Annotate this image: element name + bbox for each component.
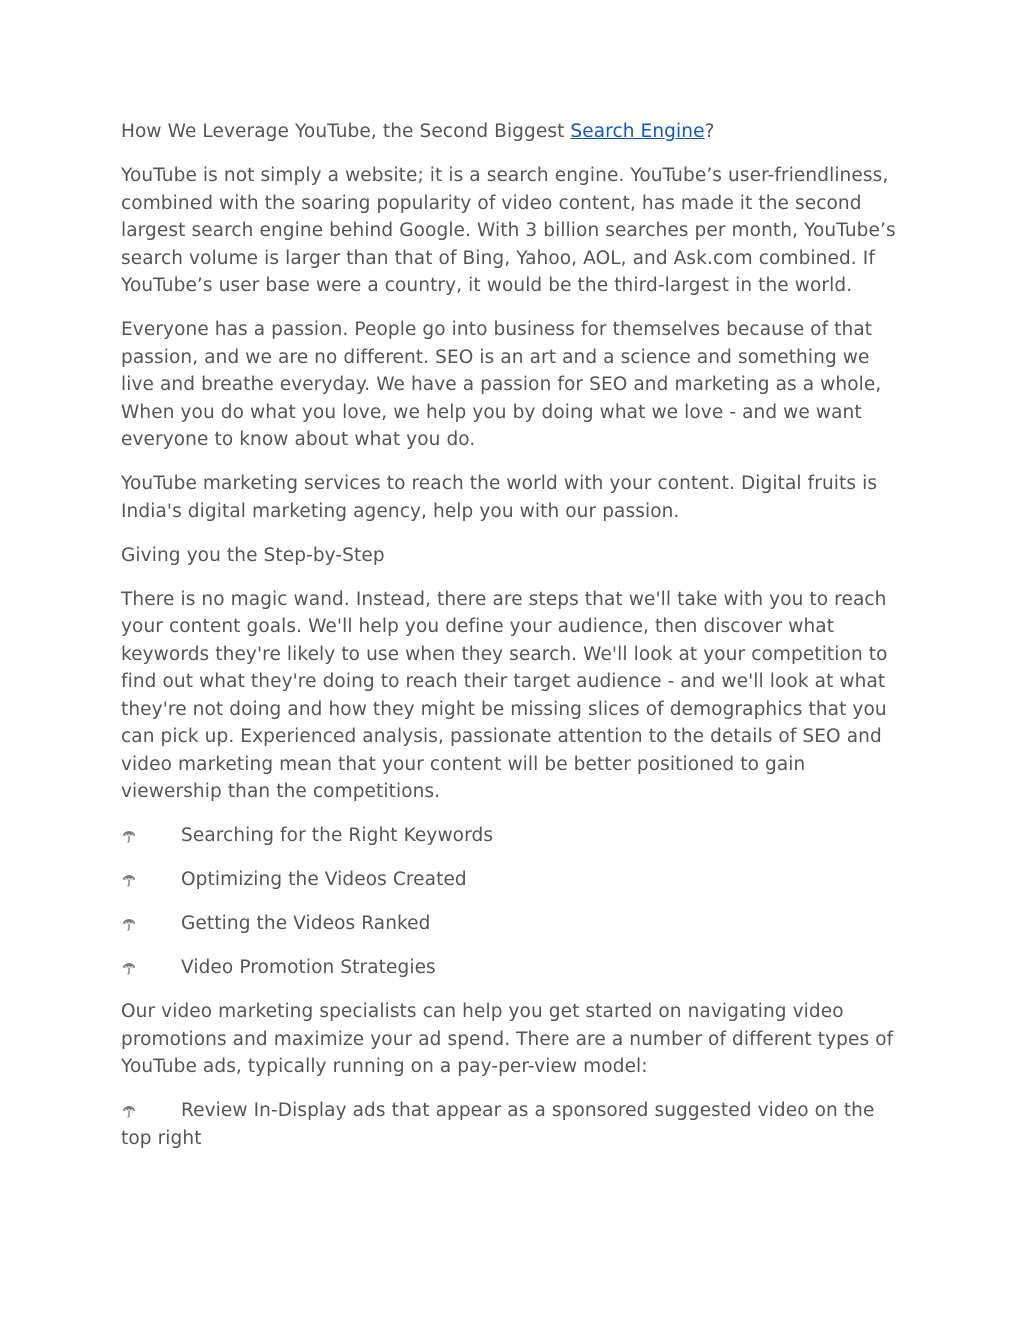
document-page [121,118,907,1169]
umbrella-icon [121,872,137,888]
list-item [121,822,907,850]
step-label: Video Promotion Strategies [181,957,436,978]
document-heading [121,118,907,146]
step-label: Getting the Videos Ranked [181,913,431,934]
heading-text: How We Leverage YouTube, the Second Biggest [121,121,571,142]
list-item [121,866,907,894]
step-label: Searching for the Right Keywords [181,825,494,846]
paragraph-ads: Our video marketing specialists can help you get started on navigating video promotions and maximize your ad spend. There are a number of different types of YouTube ads, typically running on a pay-per-view model: [121,1001,894,1077]
paragraph-steps: There is no magic wand. Instead, there are steps that we'll take with you to reach your content goals. We'll help you define your audience, then discover what keywords they're likely to use when they search. We'll look at your competition to find out what they're doing to reach their target audience - and we'll look at what they're not doing and how they might be missing slices of demographics that you can pick up. Experienced analysis, passionate attention to the details of SEO and video marketing mean that your content will be better positioned to gain viewership than the competitions. [121,588,888,802]
steps-list [121,822,907,982]
list-item [121,1097,907,1152]
ad-type-label: Review In-Display ads that appear as a sponsored suggested video on the top right [121,1100,875,1149]
search-engine-link[interactable]: Search Engine [570,121,705,142]
ad-types-list [121,1097,907,1152]
list-item [121,954,907,982]
list-item [121,910,907,938]
umbrella-icon [121,828,137,844]
paragraph-passion: Everyone has a passion. People go into business for themselves because of that passion, and we are no different. SEO is an art and a science and something we live and breathe everyday. We have a passion for SEO and marketing as a whole, When you do what you love, we help you by doing what we love - and we want everyone to know about what you do. [121,319,882,450]
umbrella-icon [121,960,137,976]
umbrella-icon [121,916,137,932]
subheading-step-by-step: Giving you the Step-by-Step [121,544,385,566]
step-label: Optimizing the Videos Created [181,869,467,890]
umbrella-icon [121,1103,137,1119]
paragraph-intro: YouTube is not simply a website; it is a search engine. YouTube’s user-friendliness, combined with the soaring popularity of video content, has made it the second largest search engine behind Google. With 3 billion searches per month, YouTube’s search volume is larger than that of Bing, Yahoo, AOL, and Ask.com combined. If YouTube’s user base were a country, it would be the third-largest in the world. [121,165,896,296]
heading-suffix: ? [704,121,715,142]
paragraph-services: YouTube marketing services to reach the world with your content. Digital fruits is India's digital marketing agency, help you with our passion. [121,473,878,522]
